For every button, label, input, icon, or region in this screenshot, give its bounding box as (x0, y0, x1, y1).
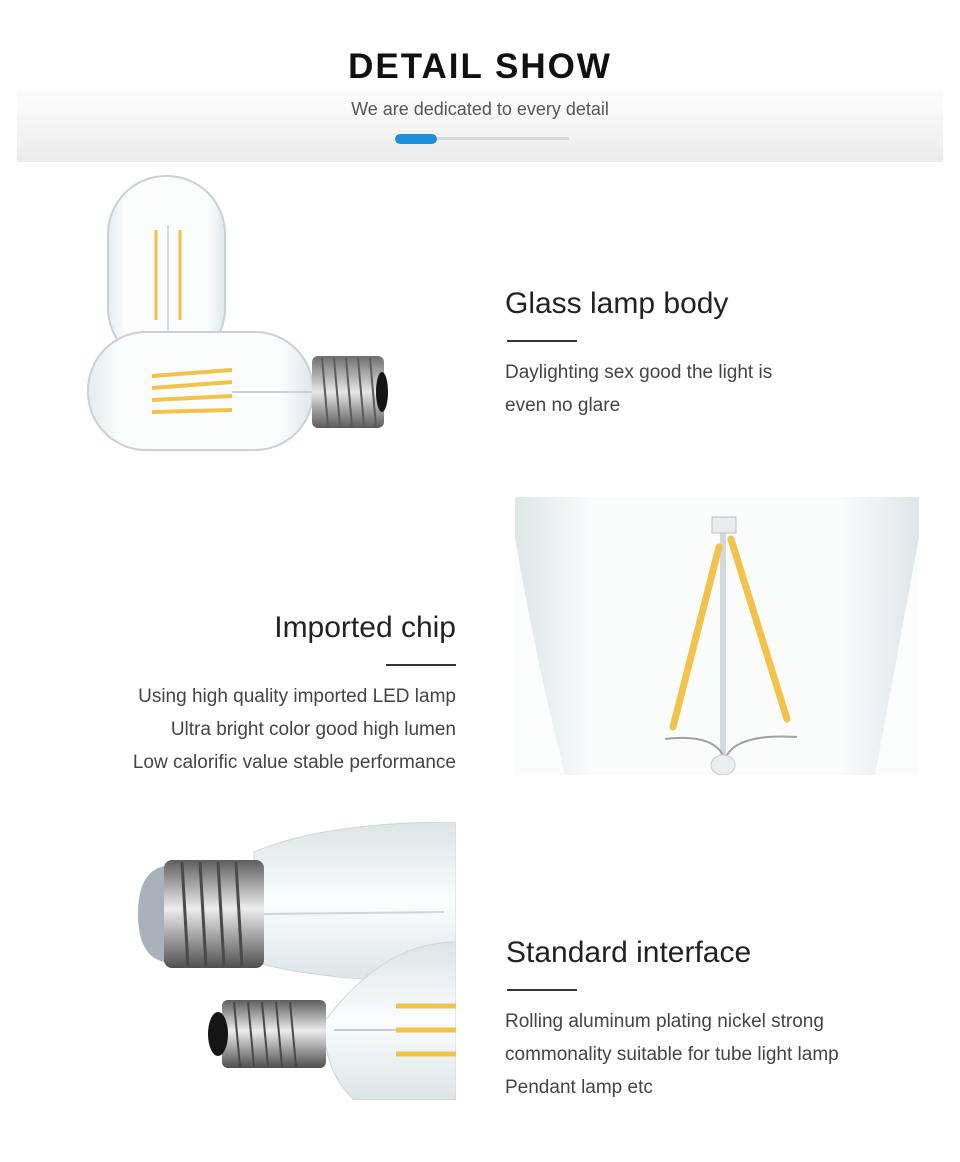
feature-title-chip: Imported chip (274, 611, 456, 644)
header-banner (17, 0, 943, 162)
feature-line: even no glare (505, 395, 621, 416)
feature-line: Ultra bright color good high lumen (170, 719, 456, 740)
feature-text-chip (96, 680, 456, 779)
standard-interface-image (134, 822, 456, 1100)
feature-line: Pendant lamp etc (505, 1077, 653, 1098)
feature-line: Rolling aluminum plating nickel strong (505, 1011, 824, 1032)
glass-lamp-body-image (80, 170, 400, 460)
feature-line: Daylighting sex good the light is (505, 362, 773, 383)
imported-chip-image (515, 497, 919, 775)
feature-line: commonality suitable for tube light lamp (505, 1044, 839, 1065)
feature-rule-glass (507, 340, 577, 342)
feature-rule-chip (386, 664, 456, 666)
page-title: DETAIL SHOW (348, 47, 612, 86)
feature-line: Low calorific value stable performance (132, 752, 456, 773)
feature-rule-interface (507, 989, 577, 991)
feature-title-glass: Glass lamp body (505, 287, 729, 320)
feature-title-interface: Standard interface (506, 936, 752, 969)
page-subtitle: We are dedicated to every detail (351, 99, 609, 119)
feature-line: Using high quality imported LED lamp (138, 686, 456, 707)
feature-text-glass (505, 356, 772, 422)
feature-text-interface (505, 1005, 839, 1104)
slider-indicator[interactable] (395, 134, 437, 144)
